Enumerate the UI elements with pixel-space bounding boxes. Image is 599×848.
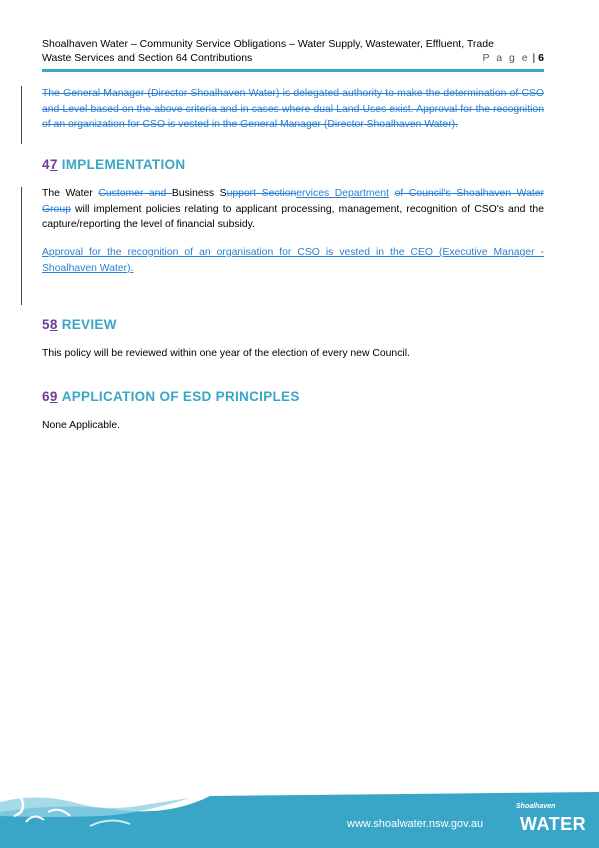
section-title: APPLICATION OF ESD PRINCIPLES	[61, 389, 300, 404]
section-number-deleted: 4	[42, 157, 50, 172]
change-bar	[21, 187, 22, 305]
esd-paragraph: None Applicable.	[42, 420, 120, 431]
deleted-text: upport Section	[226, 188, 297, 199]
section-number-deleted: 6	[42, 389, 50, 404]
text-run: The Water	[42, 188, 99, 199]
page-header	[42, 37, 544, 65]
text-run: Business S	[171, 188, 227, 199]
section-number-inserted: 8	[49, 317, 58, 332]
header-title-line1: Shoalhaven Water – Community Service Obligations – Water Supply, Wastewater, Effluent, Trade	[42, 38, 494, 50]
heading-esd-principles	[42, 389, 300, 404]
section-title: REVIEW	[61, 317, 117, 332]
footer-banner	[0, 782, 599, 848]
deleted-text: Customer and	[98, 188, 172, 199]
page-number: 6	[538, 52, 544, 64]
inserted-text: ervices Department	[296, 188, 390, 199]
heading-review	[42, 317, 117, 332]
section-number-inserted: 9	[49, 389, 58, 404]
page-label: P a g e	[482, 52, 530, 64]
inserted-text: Approval for the recognition of an organisation for CSO is vested in the CEO (Executive Manager - Shoalhaven Water).	[42, 247, 544, 274]
intro-paragraph	[42, 86, 544, 133]
review-paragraph: This policy will be reviewed within one year of the election of every new Council.	[42, 348, 410, 359]
change-bar	[21, 86, 22, 144]
deleted-text: of Council's Shoalhaven Water Group	[42, 188, 544, 215]
section-number-inserted: 7	[49, 157, 58, 172]
header-rule	[42, 69, 544, 72]
page-separator: |	[529, 52, 539, 64]
page-indicator	[483, 51, 545, 65]
text-run: will implement policies relating to applicant processing, management, recognition of CSO's and the capture/reporting the level of financial subsidy.	[42, 203, 544, 230]
section-title: IMPLEMENTATION	[61, 157, 186, 172]
footer-url: www.shoalwater.nsw.gov.au	[347, 818, 484, 830]
heading-implementation	[42, 157, 185, 172]
implementation-approval-paragraph	[42, 245, 544, 276]
section-number-deleted: 5	[42, 317, 50, 332]
header-title-line2: Waste Services and Section 64 Contributions	[42, 52, 253, 64]
logo-shoalhaven-text: Shoalhaven	[516, 803, 556, 810]
logo-water-text: WATER	[520, 814, 587, 834]
deleted-text: The General Manager (Director Shoalhaven Water) is delegated authority to make the determination of CSO and Level based on the above criteria and in cases where dual Land Uses exist. Approval for the recognition of an organization for CSO is vested in the General Manager (Director Shoalhaven Water).	[42, 88, 544, 130]
implementation-paragraph	[42, 186, 544, 233]
